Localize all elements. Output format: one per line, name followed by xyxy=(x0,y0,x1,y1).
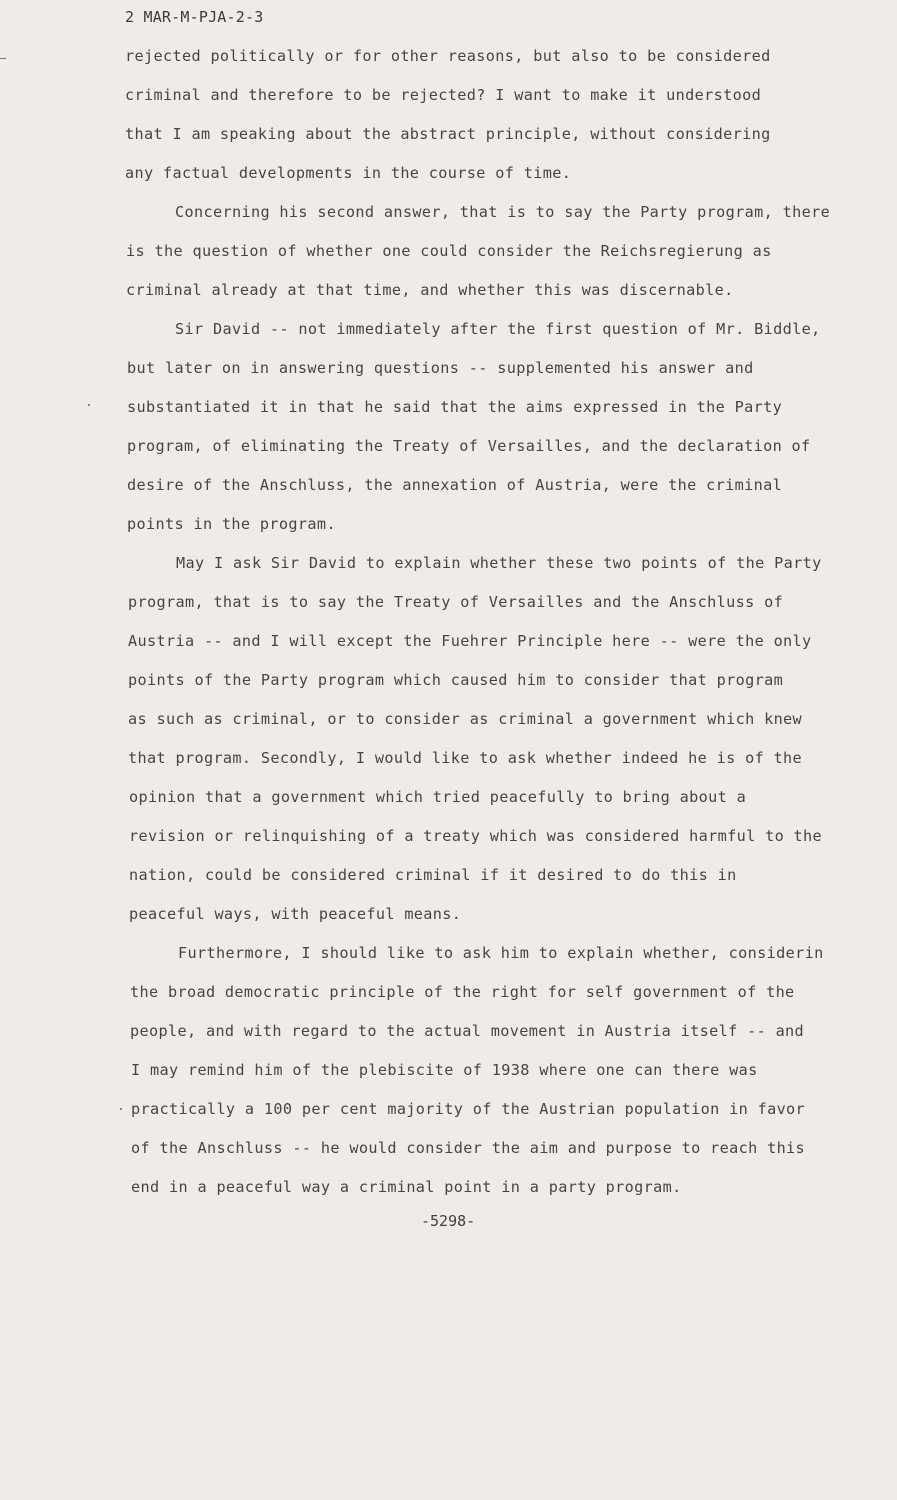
text-line: substantiated it in that he said that the aims expressed in the Party xyxy=(127,398,783,416)
text-line: points in the program. xyxy=(127,515,336,533)
text-line: that I am speaking about the abstract principle, without considering xyxy=(125,125,771,143)
text-line: Austria -- and I will except the Fuehrer Principle here -- were the only xyxy=(128,632,812,650)
text-line: practically a 100 per cent majority of the Austrian population in favor xyxy=(131,1100,806,1118)
margin-mark xyxy=(0,58,6,59)
text-line: end in a peaceful way a criminal point in a party program. xyxy=(131,1178,682,1196)
text-line: people, and with regard to the actual movement in Austria itself -- and xyxy=(130,1022,805,1040)
page-number: -5298- xyxy=(421,1212,476,1230)
text-line: May I ask Sir David to explain whether these two points of the Party xyxy=(176,554,822,572)
text-line: points of the Party program which caused him to consider that program xyxy=(128,671,784,689)
text-line: criminal already at that time, and whether this was discernable. xyxy=(126,281,734,299)
text-line: the broad democratic principle of the right for self government of the xyxy=(130,983,795,1001)
text-line: peaceful ways, with peaceful means. xyxy=(129,905,462,923)
text-line: but later on in answering questions -- supplemented his answer and xyxy=(127,359,754,377)
text-line: is the question of whether one could consider the Reichsregierung as xyxy=(126,242,772,260)
text-line: revision or relinquishing of a treaty which was considered harmful to the xyxy=(129,827,823,845)
text-line: Sir David -- not immediately after the first question of Mr. Biddle, xyxy=(175,320,821,338)
text-line: opinion that a government which tried peacefully to bring about a xyxy=(129,788,747,806)
text-line: program, of eliminating the Treaty of Versailles, and the declaration of xyxy=(127,437,811,455)
text-line: desire of the Anschluss, the annexation of Austria, were the criminal xyxy=(127,476,783,494)
text-line: rejected politically or for other reasons, but also to be considered xyxy=(125,47,771,65)
text-line: program, that is to say the Treaty of Versailles and the Anschluss of xyxy=(128,593,784,611)
text-line: of the Anschluss -- he would consider the aim and purpose to reach this xyxy=(131,1139,806,1157)
document-reference: 2 MAR-M-PJA-2-3 xyxy=(125,8,264,26)
paper-speck xyxy=(120,1108,122,1110)
text-line: nation, could be considered criminal if it desired to do this in xyxy=(129,866,737,884)
text-line: criminal and therefore to be rejected? I want to make it understood xyxy=(125,86,762,104)
text-line: any factual developments in the course of time. xyxy=(125,164,572,182)
text-line: I may remind him of the plebiscite of 1938 where one can there was xyxy=(131,1061,758,1079)
text-line: that program. Secondly, I would like to ask whether indeed he is of the xyxy=(128,749,803,767)
paper-speck xyxy=(88,404,90,406)
text-line: Furthermore, I should like to ask him to explain whether, considerin xyxy=(178,944,824,962)
text-line: as such as criminal, or to consider as criminal a government which knew xyxy=(128,710,803,728)
text-line: Concerning his second answer, that is to say the Party program, there xyxy=(175,203,831,221)
